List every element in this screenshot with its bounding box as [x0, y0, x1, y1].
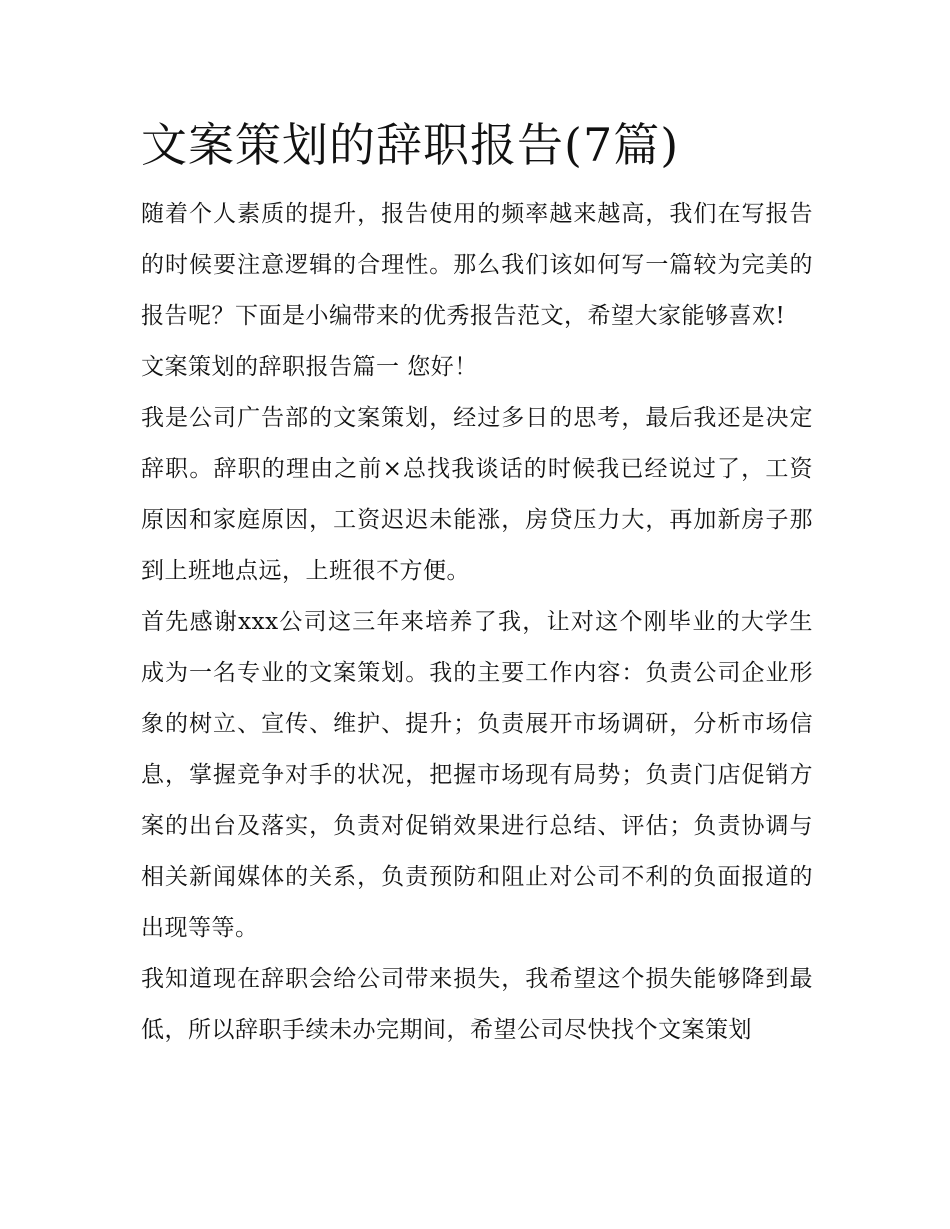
body-paragraph-reason: 我是公司广告部的文案策划，经过多日的思考，最后我还是决定辞职。辞职的理由之前×总找我谈话的时候我已经说过了，工资原因和家庭原因，工资迟迟未能涨，房贷压力大，再加新房子那到上班地点远，上班很不方便。	[141, 405, 813, 584]
document-title: 文案策划的辞职报告(7篇)	[141, 118, 680, 172]
body-paragraph-handover: 我知道现在辞职会给公司带来损失，我希望这个损失能够降到最低，所以辞职手续未办完期间，希望公司尽快找个文案策划	[141, 966, 813, 1043]
intro-paragraph: 随着个人素质的提升，报告使用的频率越来越高，我们在写报告的时候要注意逻辑的合理性。那么我们该如何写一篇较为完美的报告呢？下面是小编带来的优秀报告范文，希望大家能够喜欢!	[141, 201, 813, 329]
body-paragraph-thanks: 首先感谢xxx公司这三年来培养了我，让对这个刚毕业的大学生成为一名专业的文案策划。我的主要工作内容：负责公司企业形象的树立、宣传、维护、提升；负责展开市场调研，分析市场信息，掌握竞争对手的状况，把握市场现有局势；负责门店促销方案的出台及落实，负责对促销效果进行总结、评估；负责协调与相关新闻媒体的关系，负责预防和阻止对公司不利的负面报道的出现等等。	[141, 609, 813, 941]
document-body	[141, 112, 813, 1056]
section-heading-greeting: 文案策划的辞职报告篇一 您好！	[141, 354, 478, 380]
